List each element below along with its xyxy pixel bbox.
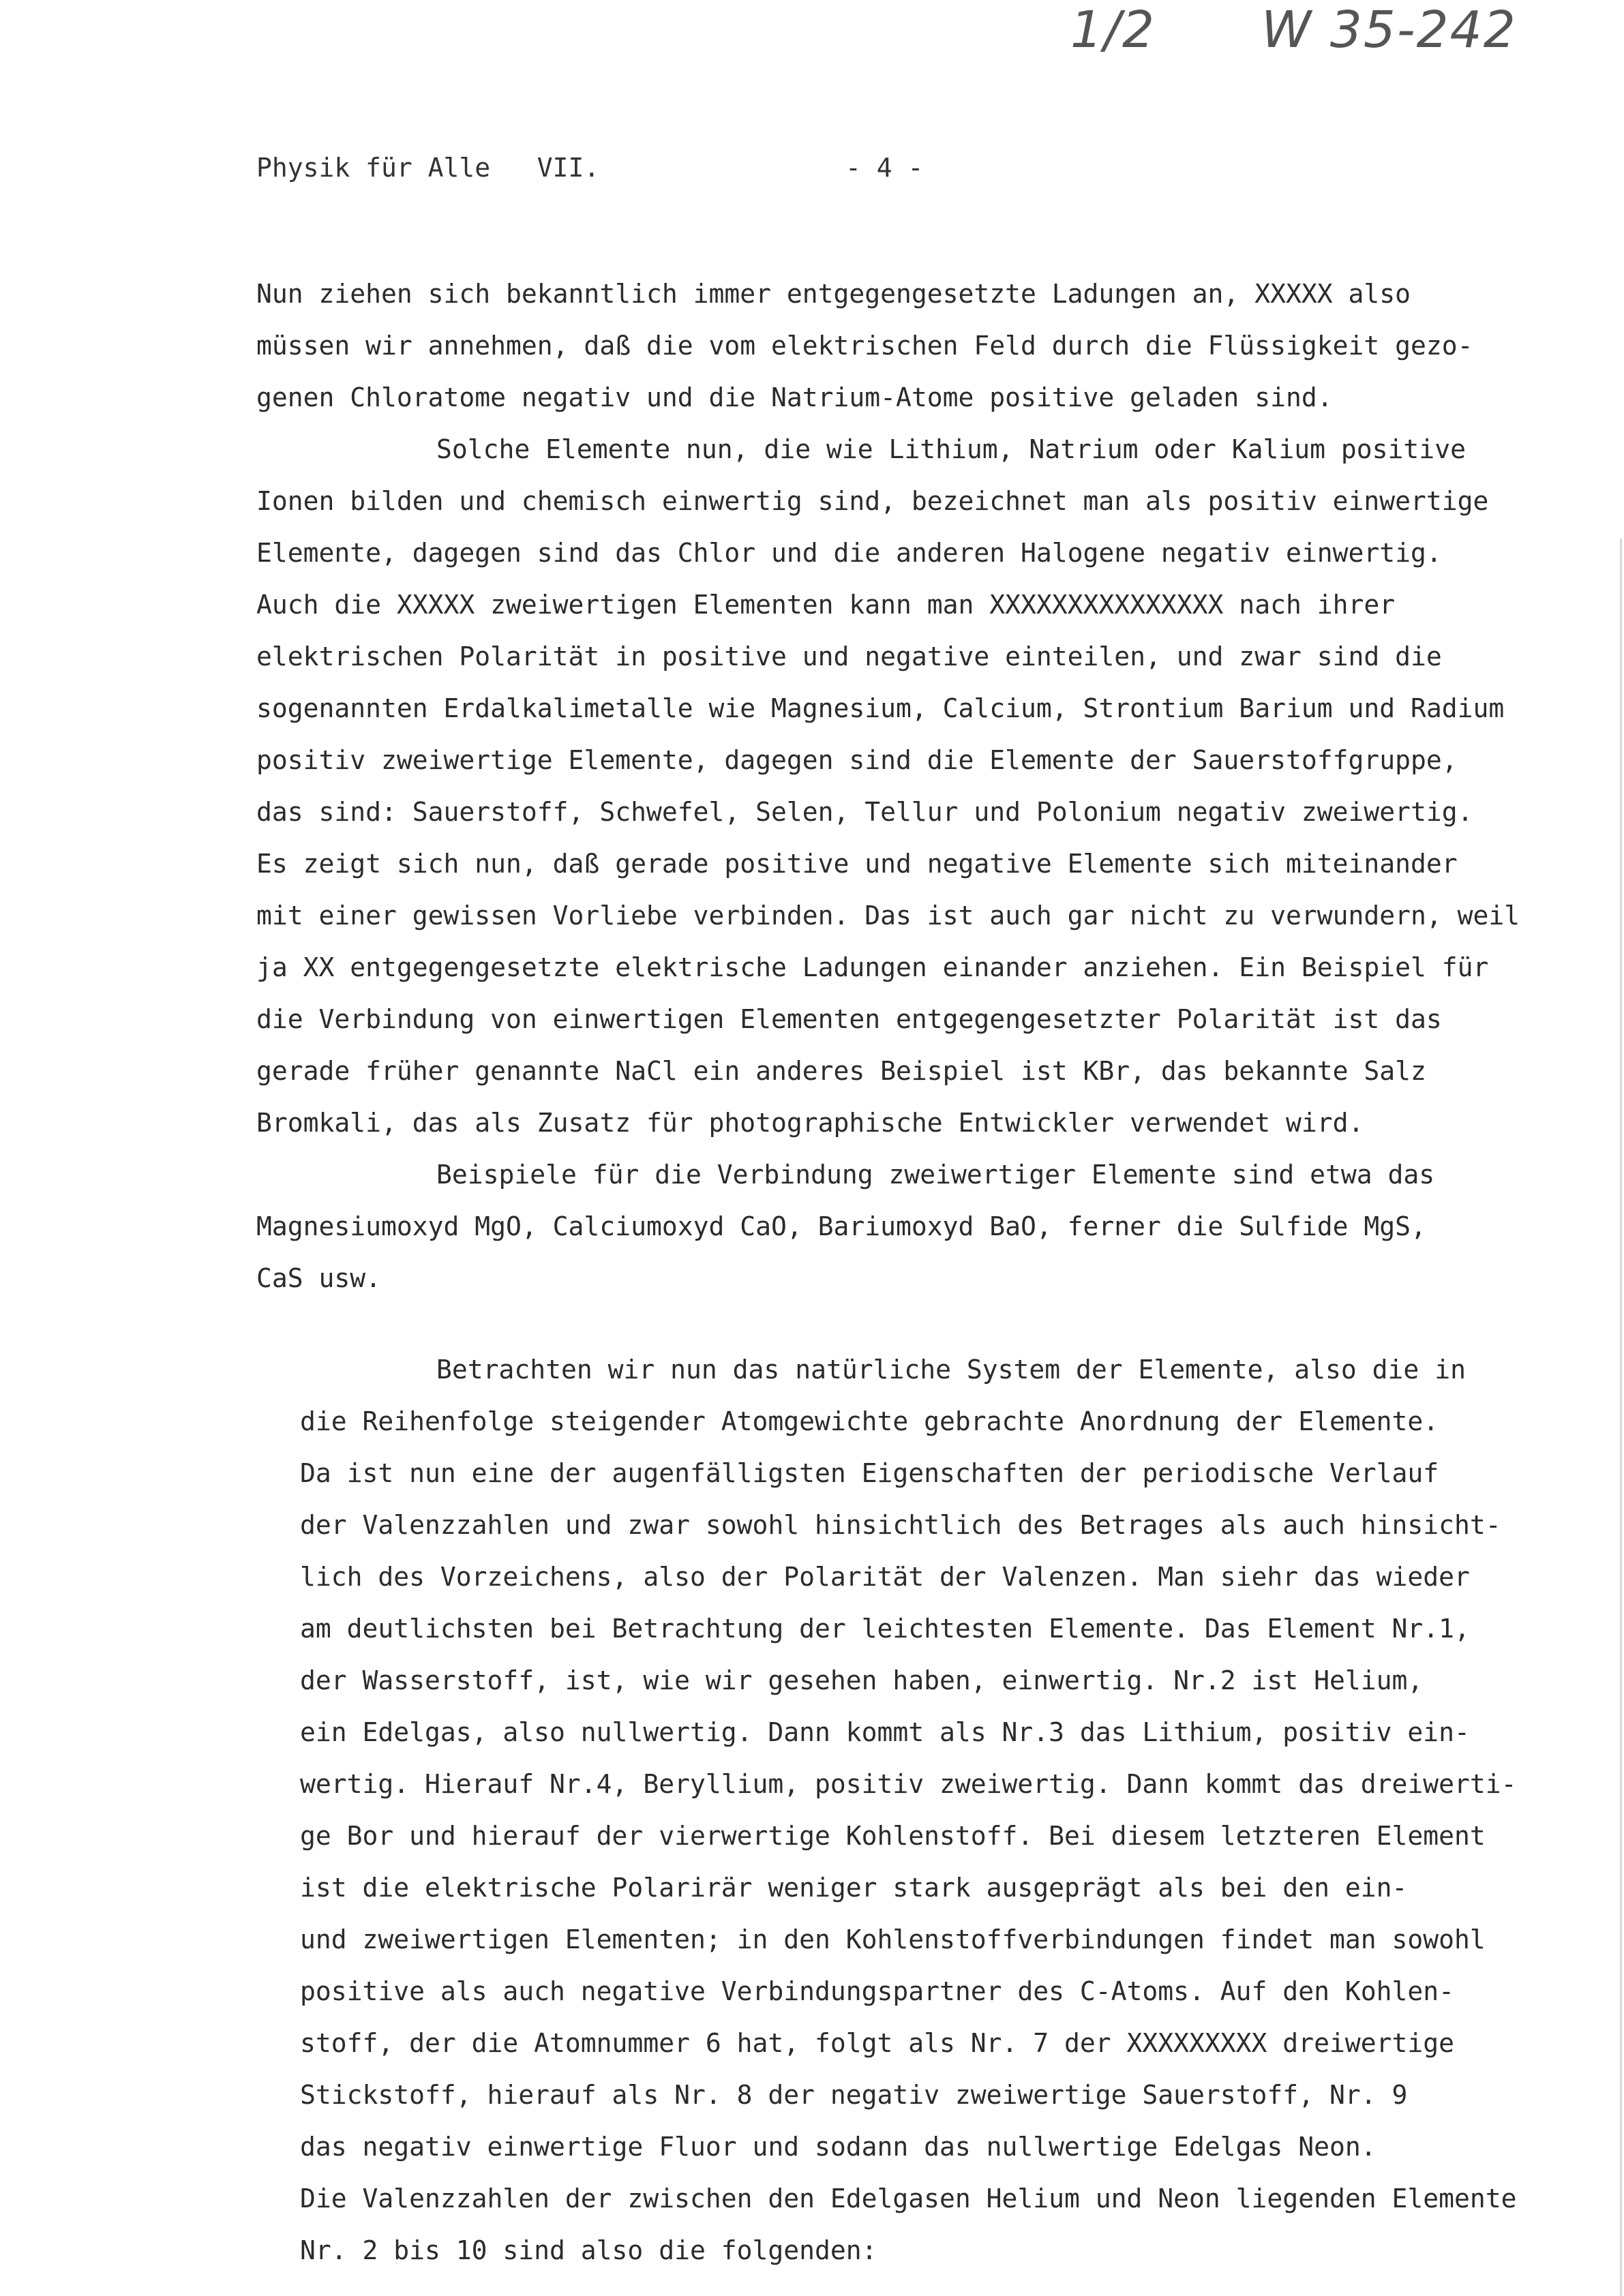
page-header-title: Physik für Alle VII. [256, 153, 600, 183]
text-line: positiv zweiwertige Elemente, dagegen sind die Elemente der Sauerstoffgruppe, [256, 745, 1458, 775]
page-number: - 4 - [845, 153, 924, 183]
text-line: das negativ einwertige Fluor und sodann das nullwertige Edelgas Neon. [300, 2132, 1377, 2162]
text-line: Ionen bilden und chemisch einwertig sind, bezeichnet man als positiv einwertige [256, 486, 1489, 516]
text-line: am deutlichsten bei Betrachtung der leichtesten Elemente. Das Element Nr.1, [300, 1614, 1470, 1644]
text-line: die Verbindung von einwertigen Elementen entgegengesetzter Polarität ist das [256, 1004, 1442, 1034]
text-line: positive als auch negative Verbindungspartner des C-Atoms. Auf den Kohlen- [300, 1976, 1454, 2006]
text-line: der Wasserstoff, ist, wie wir gesehen haben, einwertig. Nr.2 ist Helium, [300, 1665, 1424, 1695]
text-line: ge Bor und hierauf der vierwertige Kohlenstoff. Bei diesem letzteren Element [300, 1821, 1486, 1851]
text-line: Magnesiumoxyd MgO, Calciumoxyd CaO, Bariumoxyd BaO, ferner die Sulfide MgS, [256, 1211, 1426, 1241]
text-line: müssen wir annehmen, daß die vom elektrischen Feld durch die Flüssigkeit gezo- [256, 331, 1473, 361]
paper-edge-shadow [1620, 539, 1622, 2296]
text-line: Elemente, dagegen sind das Chlor und die anderen Halogene negativ einwertig. [256, 538, 1442, 568]
text-line: Stickstoff, hierauf als Nr. 8 der negativ zweiwertige Sauerstoff, Nr. 9 [300, 2080, 1408, 2110]
text-line: mit einer gewissen Vorliebe verbinden. Das ist auch gar nicht zu verwundern, weil [256, 901, 1520, 931]
text-line: stoff, der die Atomnummer 6 hat, folgt als Nr. 7 der XXXXXXXXX dreiwertige [300, 2028, 1454, 2058]
text-line: ist die elektrische Polarirär weniger stark ausgeprägt als bei den ein- [300, 1873, 1408, 1903]
text-line: Betrachten wir nun das natürliche System der Elemente, also die in [436, 1355, 1466, 1385]
text-line: das sind: Sauerstoff, Schwefel, Selen, Tellur und Polonium negativ zweiwertig. [256, 797, 1473, 827]
archive-folio-mark: 1/2 [1070, 1, 1156, 59]
text-line: und zweiwertigen Elementen; in den Kohlenstoffverbindungen findet man sowohl [300, 1924, 1486, 1954]
text-line: Nr. 2 bis 10 sind also die folgenden: [300, 2235, 877, 2265]
text-line: Auch die XXXXX zweiwertigen Elementen kann man XXXXXXXXXXXXXXX nach ihrer [256, 590, 1396, 620]
archive-signature-mark: W 35-242 [1261, 1, 1517, 59]
text-line: Nun ziehen sich bekanntlich immer entgegengesetzte Ladungen an, XXXXX also [256, 279, 1411, 309]
text-line: elektrischen Polarität in positive und negative einteilen, und zwar sind die [256, 641, 1442, 671]
text-line: CaS usw. [256, 1263, 382, 1293]
text-line: Da ist nun eine der augenfälligsten Eigenschaften der periodische Verlauf [300, 1458, 1439, 1488]
text-line: Solche Elemente nun, die wie Lithium, Natrium oder Kalium positive [436, 434, 1466, 464]
text-line: Beispiele für die Verbindung zweiwertiger Elemente sind etwa das [436, 1160, 1435, 1190]
text-line: Die Valenzzahlen der zwischen den Edelgasen Helium und Neon liegenden Elemente [300, 2184, 1517, 2214]
text-line: Es zeigt sich nun, daß gerade positive und negative Elemente sich miteinander [256, 849, 1458, 879]
text-line: die Reihenfolge steigender Atomgewichte gebrachte Anordnung der Elemente. [300, 1406, 1439, 1436]
text-line: ein Edelgas, also nullwertig. Dann kommt als Nr.3 das Lithium, positiv ein- [300, 1717, 1470, 1747]
text-line: gerade früher genannte NaCl ein anderes Beispiel ist KBr, das bekannte Salz [256, 1056, 1426, 1086]
text-line: ja XX entgegengesetzte elektrische Ladungen einander anziehen. Ein Beispiel für [256, 952, 1489, 982]
text-line: sogenannten Erdalkalimetalle wie Magnesium, Calcium, Strontium Barium und Radium [256, 693, 1505, 723]
text-line: Bromkali, das als Zusatz für photographische Entwickler verwendet wird. [256, 1108, 1364, 1138]
text-line: genen Chloratome negativ und die Natrium-Atome positive geladen sind. [256, 382, 1333, 412]
text-line: lich des Vorzeichens, also der Polarität der Valenzen. Man siehr das wieder [300, 1562, 1470, 1592]
text-line: wertig. Hierauf Nr.4, Beryllium, positiv zweiwertig. Dann kommt das dreiwerti- [300, 1769, 1517, 1799]
text-line: der Valenzzahlen und zwar sowohl hinsichtlich des Betrages als auch hinsicht- [300, 1510, 1501, 1540]
